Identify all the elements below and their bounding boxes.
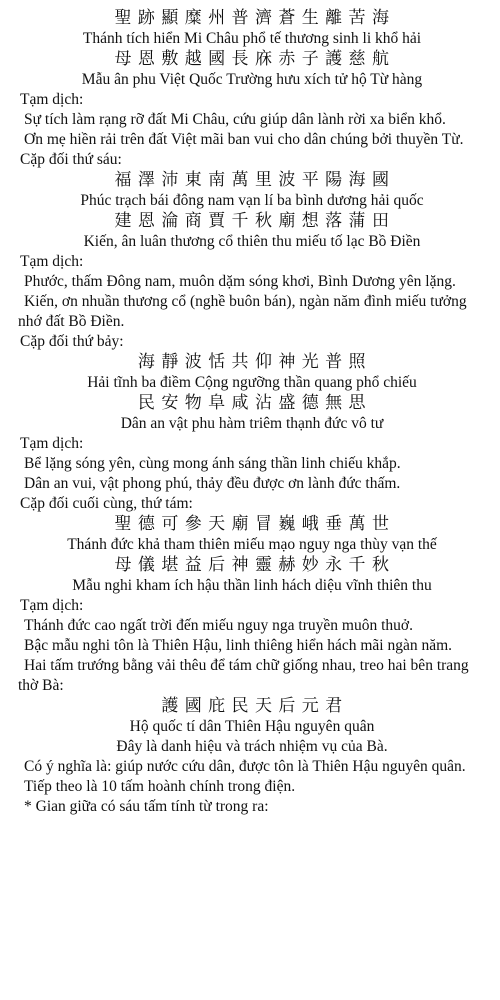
transliteration-line: Đây là danh hiệu và trách nhiệm vụ của Bà. <box>116 738 388 755</box>
han-nom-line: 民 安 物 阜 咸 沾 盛 德 無 思 <box>137 393 367 413</box>
section-label: Tạm dịch: <box>20 435 84 452</box>
han-nom-line: 母 儀 堪 益 后 神 靈 赫 妙 永 千 秋 <box>114 555 390 575</box>
paragraph: Hai tấm trướng bằng vải thêu để tám chữ giống nhau, treo hai bên trang thờ Bà: <box>18 657 469 694</box>
han-nom-line: 母 恩 敷 越 國 長 庥 赤 子 護 慈 航 <box>114 49 390 69</box>
section-label: Cặp đối thứ bảy: <box>20 333 124 350</box>
transliteration-line: Kiến, ân luân thương cổ thiên thu miếu tố lạc Bồ Điền <box>83 233 421 250</box>
paragraph: Phước, thấm Đông nam, muôn dặm sóng khơi, Bình Dương yên lặng. <box>24 273 456 290</box>
paragraph: Có ý nghĩa là: giúp nước cứu dân, được tôn là Thiên Hậu nguyên quân. <box>24 758 466 775</box>
section-label: Cặp đối cuối cùng, thứ tám: <box>20 495 193 512</box>
paragraph: Sự tích làm rạng rỡ đất Mi Châu, cứu giúp dân lành rời xa biển khổ. <box>24 111 446 128</box>
paragraph: Tiếp theo là 10 tấm hoành chính trong điện. <box>24 778 296 795</box>
han-nom-line: 海 靜 波 恬 共 仰 神 光 普 照 <box>137 352 367 372</box>
section-label: Cặp đối thứ sáu: <box>20 151 122 168</box>
paragraph: * Gian giữa có sáu tấm tính từ trong ra: <box>24 798 269 815</box>
transliteration-line: Thánh tích hiển Mi Châu phổ tế thương sinh li khổ hải <box>82 30 422 47</box>
han-nom-line: 福 澤 沛 東 南 萬 里 波 平 陽 海 國 <box>114 170 390 190</box>
paragraph: Kiến, ơn nhuần thương cổ (nghề buôn bán), ngàn năm đình miếu tưởng nhớ đất Bồ Điền. <box>18 293 467 330</box>
paragraph: Dân an vui, vật phong phú, thảy đều được ơn lành đức thấm. <box>24 475 401 492</box>
transliteration-line: Hộ quốc tí dân Thiên Hậu nguyên quân <box>129 718 375 735</box>
section-label: Tạm dịch: <box>20 253 84 270</box>
han-nom-line: 聖 跡 顯 糜 州 普 濟 蒼 生 離 苦 海 <box>114 8 390 28</box>
paragraph: Bậc mẫu nghi tôn là Thiên Hậu, linh thiêng hiển hách mãi ngàn năm. <box>24 637 453 654</box>
han-nom-line: 建 恩 淪 商 賈 千 秋 廟 想 落 蒲 田 <box>114 211 390 231</box>
transliteration-line: Dân an vật phu hàm triêm thạnh đức vô tư <box>120 415 384 432</box>
section-label: Tạm dịch: <box>20 597 84 614</box>
section-label: Tạm dịch: <box>20 91 84 108</box>
transliteration-line: Phúc trạch bái đông nam vạn lí ba bình dương hải quốc <box>80 192 424 209</box>
transliteration-line: Mẫu ân phu Việt Quốc Trường hưu xích tử hộ Từ hàng <box>81 71 423 88</box>
paragraph: Ơn mẹ hiền rải trên đất Việt mãi ban vui cho dân chúng bởi thuyền Từ. <box>24 131 464 148</box>
transliteration-line: Thánh đức khả tham thiên miếu mạo nguy nga thùy vạn thế <box>67 536 437 553</box>
transliteration-line: Mẫu nghi kham ích hậu thần linh hách diệu vĩnh thiên thu <box>72 577 432 594</box>
han-nom-line: 聖 德 可 參 天 廟 冒 巍 峨 垂 萬 世 <box>114 514 390 534</box>
han-nom-line: 護 國 庇 民 天 后 元 君 <box>161 696 343 716</box>
paragraph: Bể lặng sóng yên, cùng mong ánh sáng thần linh chiếu khắp. <box>24 455 401 472</box>
paragraph: Thánh đức cao ngất trời đến miếu nguy nga truyền muôn thuở. <box>24 617 413 634</box>
transliteration-line: Hải tĩnh ba điềm Cộng ngưỡng thần quang phổ chiếu <box>87 374 417 391</box>
